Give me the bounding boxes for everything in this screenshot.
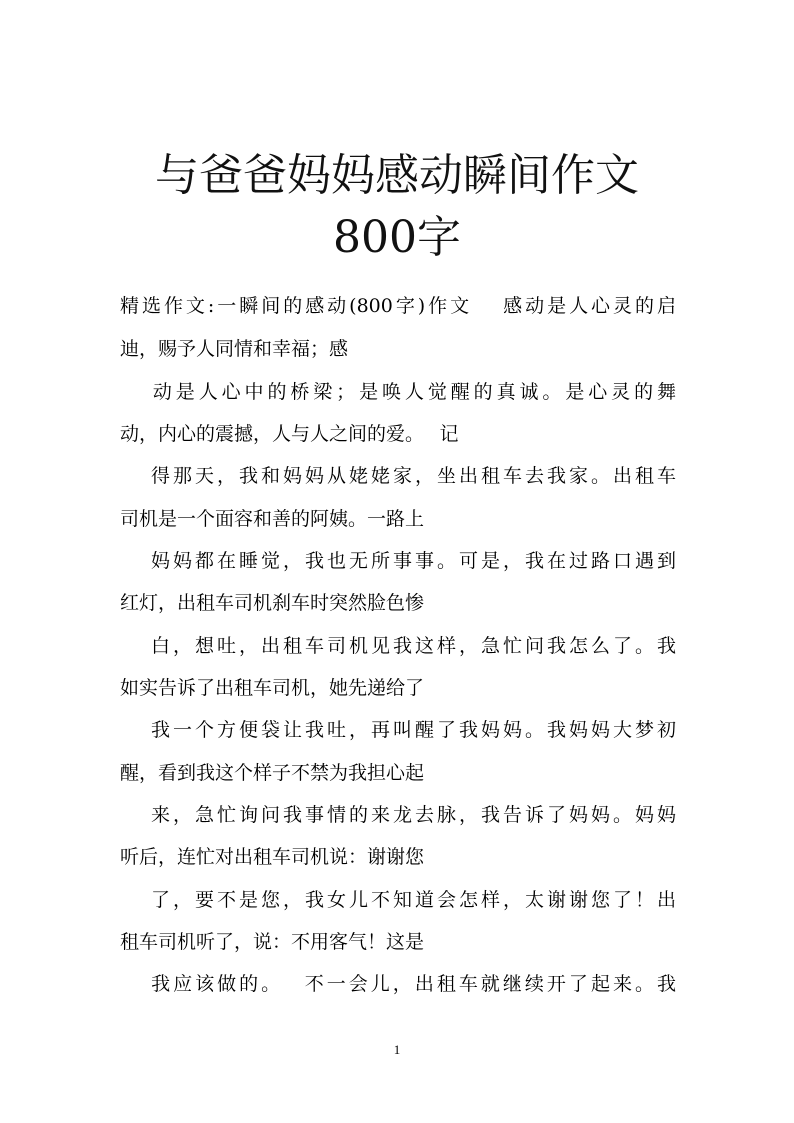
- body-text-line: 如实告诉了出租车司机，她先递给了: [120, 677, 425, 699]
- document-title: 与爸爸妈妈感动瞬间作文: [155, 150, 639, 201]
- body-text-line: 精选作文:一瞬间的感动(800字)作文 感动是人心灵的启: [120, 295, 676, 317]
- body-text-line: 白，想吐，出租车司机见我这样，急忙问我怎么了。我: [120, 635, 676, 657]
- body-text-line: 动是人心中的桥梁；是唤人觉醒的真诚。是心灵的舞: [120, 381, 676, 403]
- body-text-line: 妈妈都在睡觉，我也无所事事。可是，我在过路口遇到: [120, 550, 676, 572]
- body-text-line: 了，要不是您，我女儿不知道会怎样，太谢谢您了！出: [120, 889, 676, 911]
- body-text-line: 司机是一个面容和善的阿姨。一路上: [120, 508, 425, 530]
- page-number: 1: [393, 1042, 401, 1057]
- body-text-line: 得那天，我和妈妈从姥姥家，坐出租车去我家。出租车: [120, 465, 676, 487]
- body-text-line: 红灯，出租车司机刹车时突然脸色惨: [120, 592, 425, 614]
- body-text-line: 来，急忙询问我事情的来龙去脉，我告诉了妈妈。妈妈: [120, 804, 676, 826]
- body-text-line: 我应该做的。 不一会儿，出租车就继续开了起来。我: [120, 973, 676, 995]
- document-title-continued: 800字: [333, 212, 461, 263]
- body-text-line: 醒，看到我这个样子不禁为我担心起: [120, 762, 425, 784]
- body-text-line: 租车司机听了，说：不用客气！这是: [120, 931, 425, 953]
- body-text-line: 听后，连忙对出租车司机说：谢谢您: [120, 846, 425, 868]
- body-text-line: 动，内心的震撼，人与人之间的爱。 记: [120, 423, 459, 445]
- body-text-line: 迪，赐予人同情和幸福；感: [120, 338, 349, 360]
- body-text-line: 我一个方便袋让我吐，再叫醒了我妈妈。我妈妈大梦初: [120, 719, 676, 741]
